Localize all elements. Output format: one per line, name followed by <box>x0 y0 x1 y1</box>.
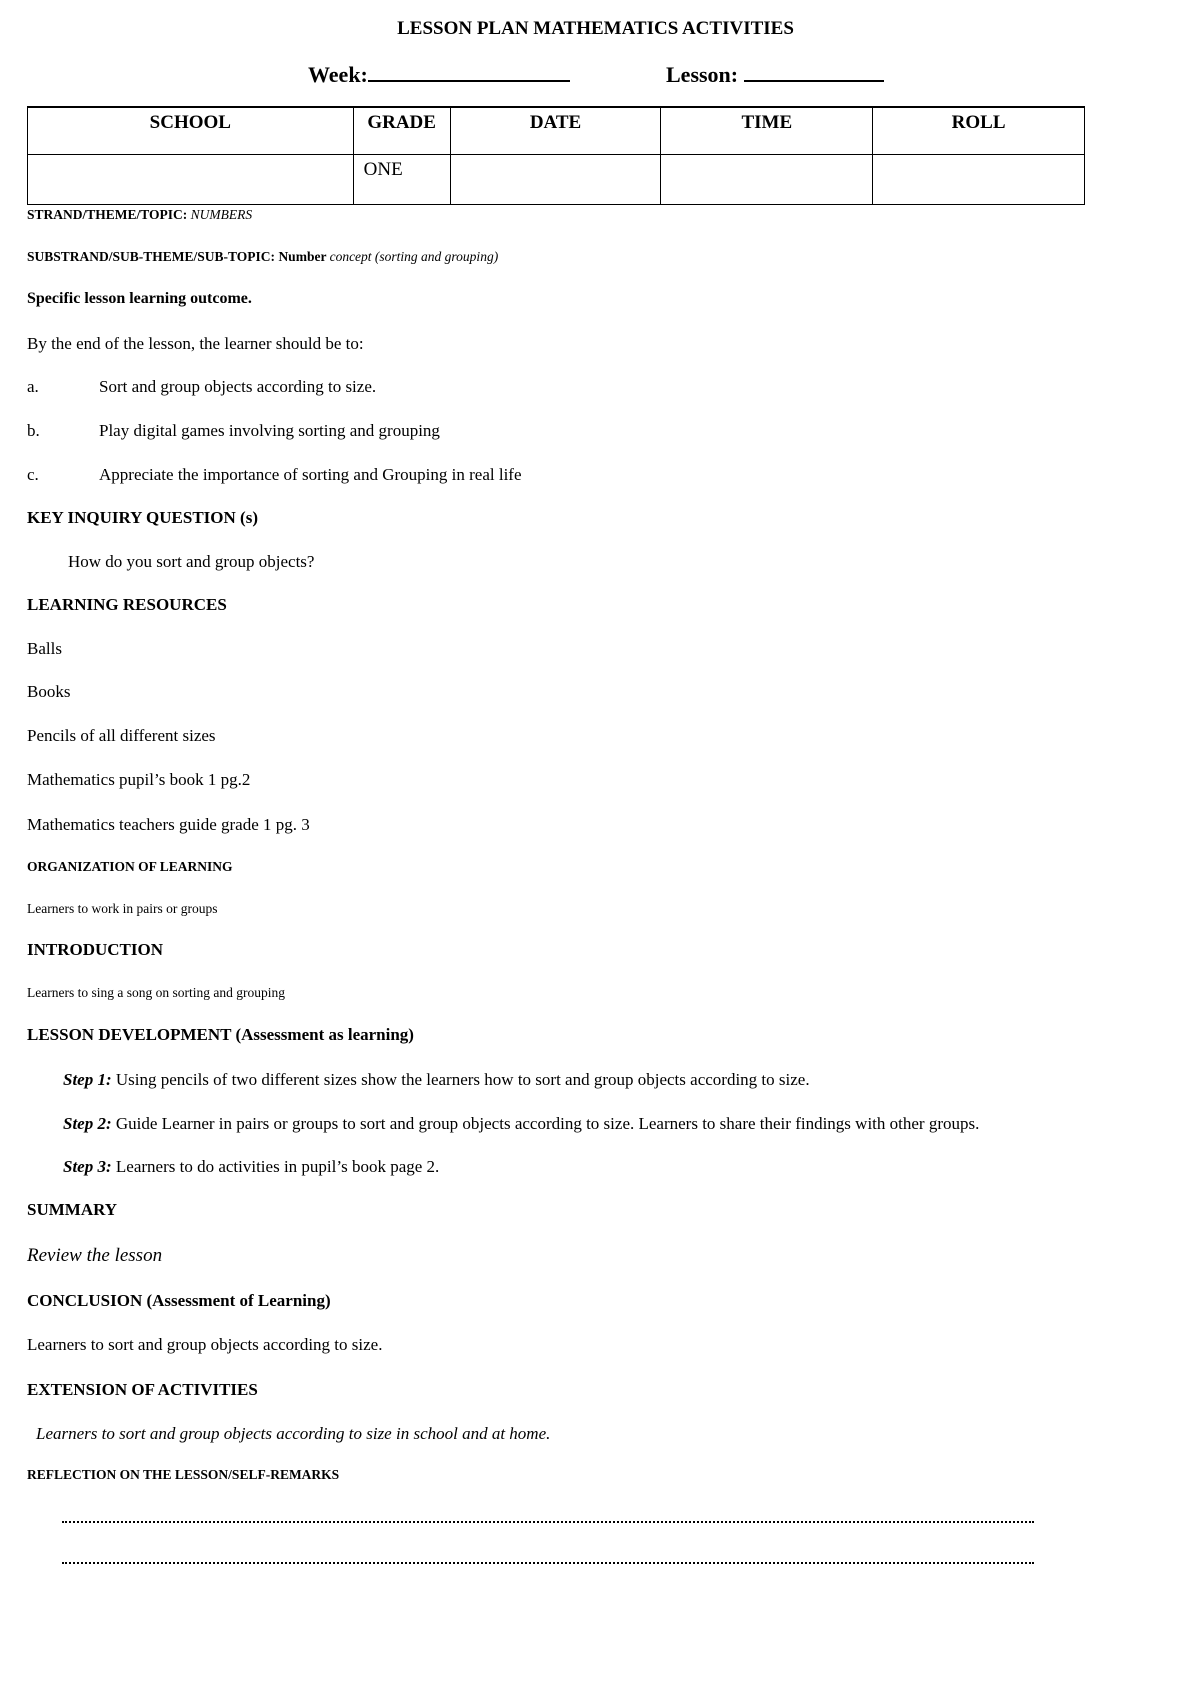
lesson-field <box>666 60 884 88</box>
resources-heading: LEARNING RESOURCES <box>27 595 227 614</box>
info-table <box>27 106 1085 205</box>
conclusion-text: Learners to sort and group objects according to size. <box>27 1335 383 1354</box>
cell-school[interactable] <box>28 154 354 204</box>
step-text: Using pencils of two different sizes show the learners how to sort and group objects according to size. <box>111 1070 810 1089</box>
document-title: LESSON PLAN MATHEMATICS ACTIVITIES <box>397 18 794 39</box>
substrand-label: SUBSTRAND/SUB-THEME/SUB-TOPIC: <box>27 249 279 264</box>
col-header-time: TIME <box>661 107 873 154</box>
reflection-line[interactable] <box>62 1562 1034 1564</box>
introduction-heading: INTRODUCTION <box>27 940 164 959</box>
week-blank[interactable] <box>368 60 570 82</box>
week-field <box>308 60 570 88</box>
strand-value: NUMBERS <box>190 207 253 222</box>
step-label: Step 3: <box>63 1157 112 1176</box>
outcome-item <box>27 465 39 485</box>
organization-text: Learners to work in pairs or groups <box>27 901 218 916</box>
extension-heading: EXTENSION OF ACTIVITIES <box>27 1380 258 1399</box>
resource-item: Balls <box>27 639 62 658</box>
cell-time[interactable] <box>661 154 873 204</box>
week-label: Week: <box>308 62 368 87</box>
organization-heading: ORGANIZATION OF LEARNING <box>27 859 233 874</box>
step-text: Guide Learner in pairs or groups to sort and group objects according to size. Learners to share their findings with other groups. <box>111 1114 980 1133</box>
outcome-marker: b. <box>27 421 40 440</box>
introduction-text: Learners to sing a song on sorting and grouping <box>27 985 285 1000</box>
cell-date[interactable] <box>450 154 661 204</box>
cell-roll[interactable] <box>873 154 1085 204</box>
lesson-blank[interactable] <box>744 60 884 82</box>
col-header-roll: ROLL <box>873 107 1085 154</box>
development-step <box>63 1157 439 1177</box>
col-header-grade: GRADE <box>353 107 450 154</box>
substrand-value-italic: concept (sorting and grouping) <box>329 249 499 264</box>
inquiry-question: How do you sort and group objects? <box>68 552 315 571</box>
outcome-heading: Specific lesson learning outcome. <box>27 290 252 307</box>
outcome-item-text: Appreciate the importance of sorting and Grouping in real life <box>99 465 522 484</box>
strand-label: STRAND/THEME/TOPIC: <box>27 207 191 222</box>
lesson-label: Lesson: <box>666 62 739 87</box>
step-label: Step 2: <box>63 1114 112 1133</box>
substrand-value: Number <box>278 249 330 264</box>
outcome-item-text: Play digital games involving sorting and grouping <box>99 421 440 440</box>
inquiry-heading: KEY INQUIRY QUESTION (s) <box>27 508 258 527</box>
resource-item: Pencils of all different sizes <box>27 726 216 745</box>
conclusion-heading: CONCLUSION (Assessment of Learning) <box>27 1291 331 1310</box>
resource-item: Books <box>27 682 71 701</box>
resource-item: Mathematics pupil’s book 1 pg.2 <box>27 770 251 789</box>
cell-grade[interactable]: ONE <box>353 154 450 204</box>
info-table-header-row <box>28 107 1085 154</box>
outcome-item-text: Sort and group objects according to size. <box>99 377 377 396</box>
reflection-heading: REFLECTION ON THE LESSON/SELF-REMARKS <box>27 1467 340 1482</box>
outcome-item <box>27 421 40 441</box>
reflection-line[interactable] <box>62 1521 1034 1523</box>
col-header-date: DATE <box>450 107 661 154</box>
development-step <box>63 1114 979 1134</box>
outcome-intro: By the end of the lesson, the learner should be to: <box>27 334 364 353</box>
extension-text: Learners to sort and group objects according to size in school and at home. <box>36 1424 551 1443</box>
substrand-line <box>27 249 498 265</box>
development-step <box>63 1070 810 1090</box>
summary-text: Review the lesson <box>27 1245 163 1266</box>
step-text: Learners to do activities in pupil’s book page 2. <box>111 1157 440 1176</box>
outcome-marker: c. <box>27 465 39 484</box>
outcome-marker: a. <box>27 377 39 396</box>
resource-item: Mathematics teachers guide grade 1 pg. 3 <box>27 815 310 834</box>
strand-line <box>27 207 252 223</box>
step-label: Step 1: <box>63 1070 112 1089</box>
development-heading: LESSON DEVELOPMENT (Assessment as learning) <box>27 1025 414 1044</box>
summary-heading: SUMMARY <box>27 1200 118 1219</box>
outcome-item <box>27 377 39 397</box>
info-table-value-row <box>28 154 1085 204</box>
col-header-school: SCHOOL <box>28 107 354 154</box>
